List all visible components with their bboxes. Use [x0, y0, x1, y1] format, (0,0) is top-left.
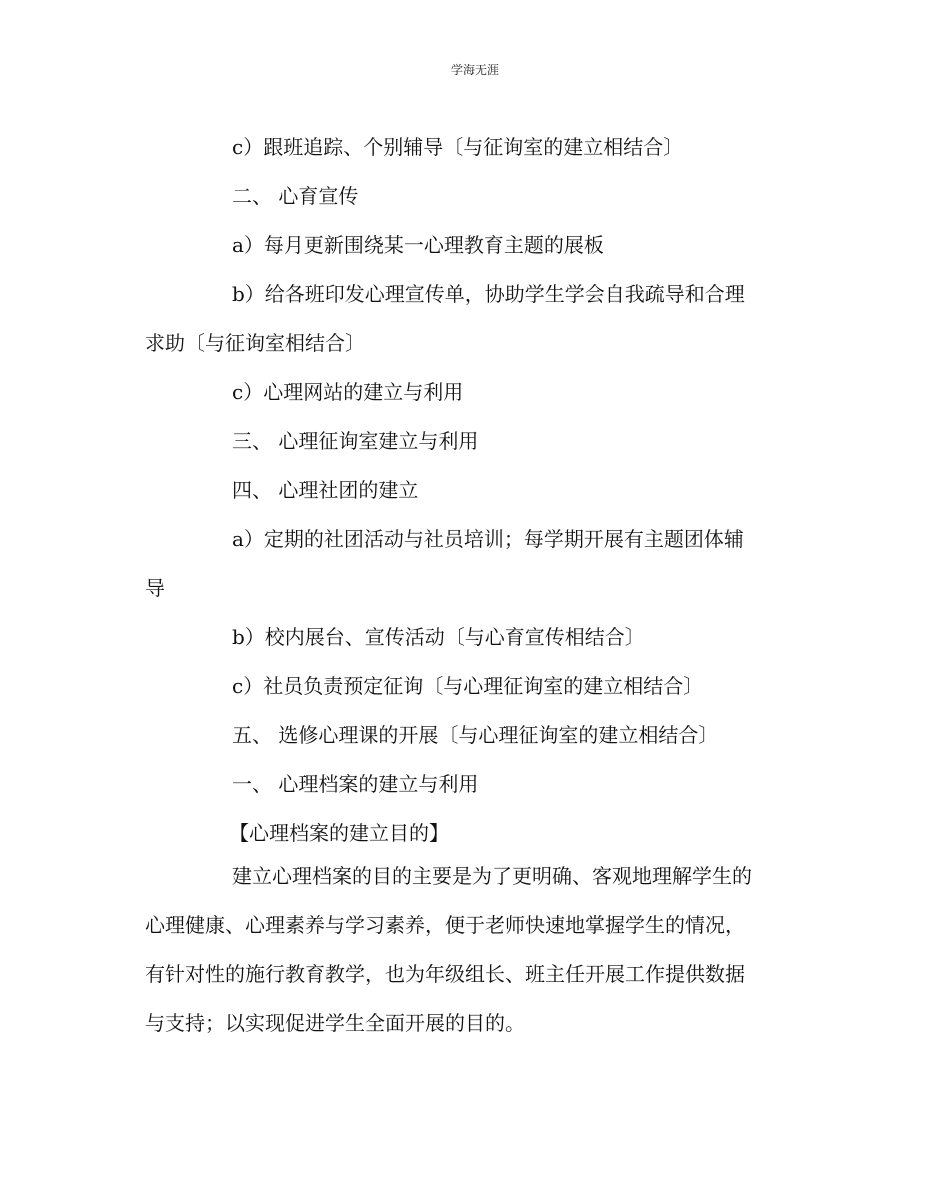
section-heading-2: 二、 心育宣传	[232, 184, 359, 208]
list-item-b-campus-booth: b）校内展台、宣传活动〔与心育宣传相结合〕	[232, 625, 645, 649]
list-item-b-leaflets-cont: 求助〔与征询室相结合〕	[145, 331, 365, 355]
list-item-c-member-booking: c）社员负责预定征询〔与心理征询室的建立相结合〕	[232, 674, 704, 698]
paragraph-line-3: 有针对性的施行教育教学，也为年级组长、班主任开展工作提供数据	[145, 962, 745, 986]
section-heading-3: 三、 心理征询室建立与利用	[232, 429, 479, 453]
list-item-a-display-board: a）每月更新围绕某一心理教育主题的展板	[232, 233, 604, 257]
paragraph-line-4: 与支持；以实现促进学生全面开展的目的。	[145, 1011, 525, 1035]
list-item-a-club-activities: a）定期的社团活动与社员培训；每学期开展有主题团体辅	[232, 527, 744, 551]
paragraph-line-2: 心理健康、心理素养与学习素养，便于老师快速地掌握学生的情况，	[145, 913, 745, 937]
paragraph-line-1: 建立心理档案的目的主要是为了更明确、客观地理解学生的	[232, 864, 752, 888]
list-item-c-follow-up: c）跟班追踪、个别辅导〔与征询室的建立相结合〕	[232, 135, 684, 159]
list-item-a-club-activities-cont: 导	[145, 576, 165, 600]
page-header: 学海无涯	[450, 63, 499, 77]
section-heading-1: 一、 心理档案的建立与利用	[232, 772, 479, 796]
section-heading-4: 四、 心理社团的建立	[232, 478, 419, 502]
section-heading-5: 五、 选修心理课的开展〔与心理征询室的建立相结合〕	[232, 723, 719, 747]
list-item-b-leaflets: b）给各班印发心理宣传单，协助学生学会自我疏导和合理	[232, 282, 745, 306]
list-item-c-website: c）心理网站的建立与利用	[232, 380, 464, 404]
subsection-title: 【心理档案的建立目的】	[229, 821, 449, 845]
